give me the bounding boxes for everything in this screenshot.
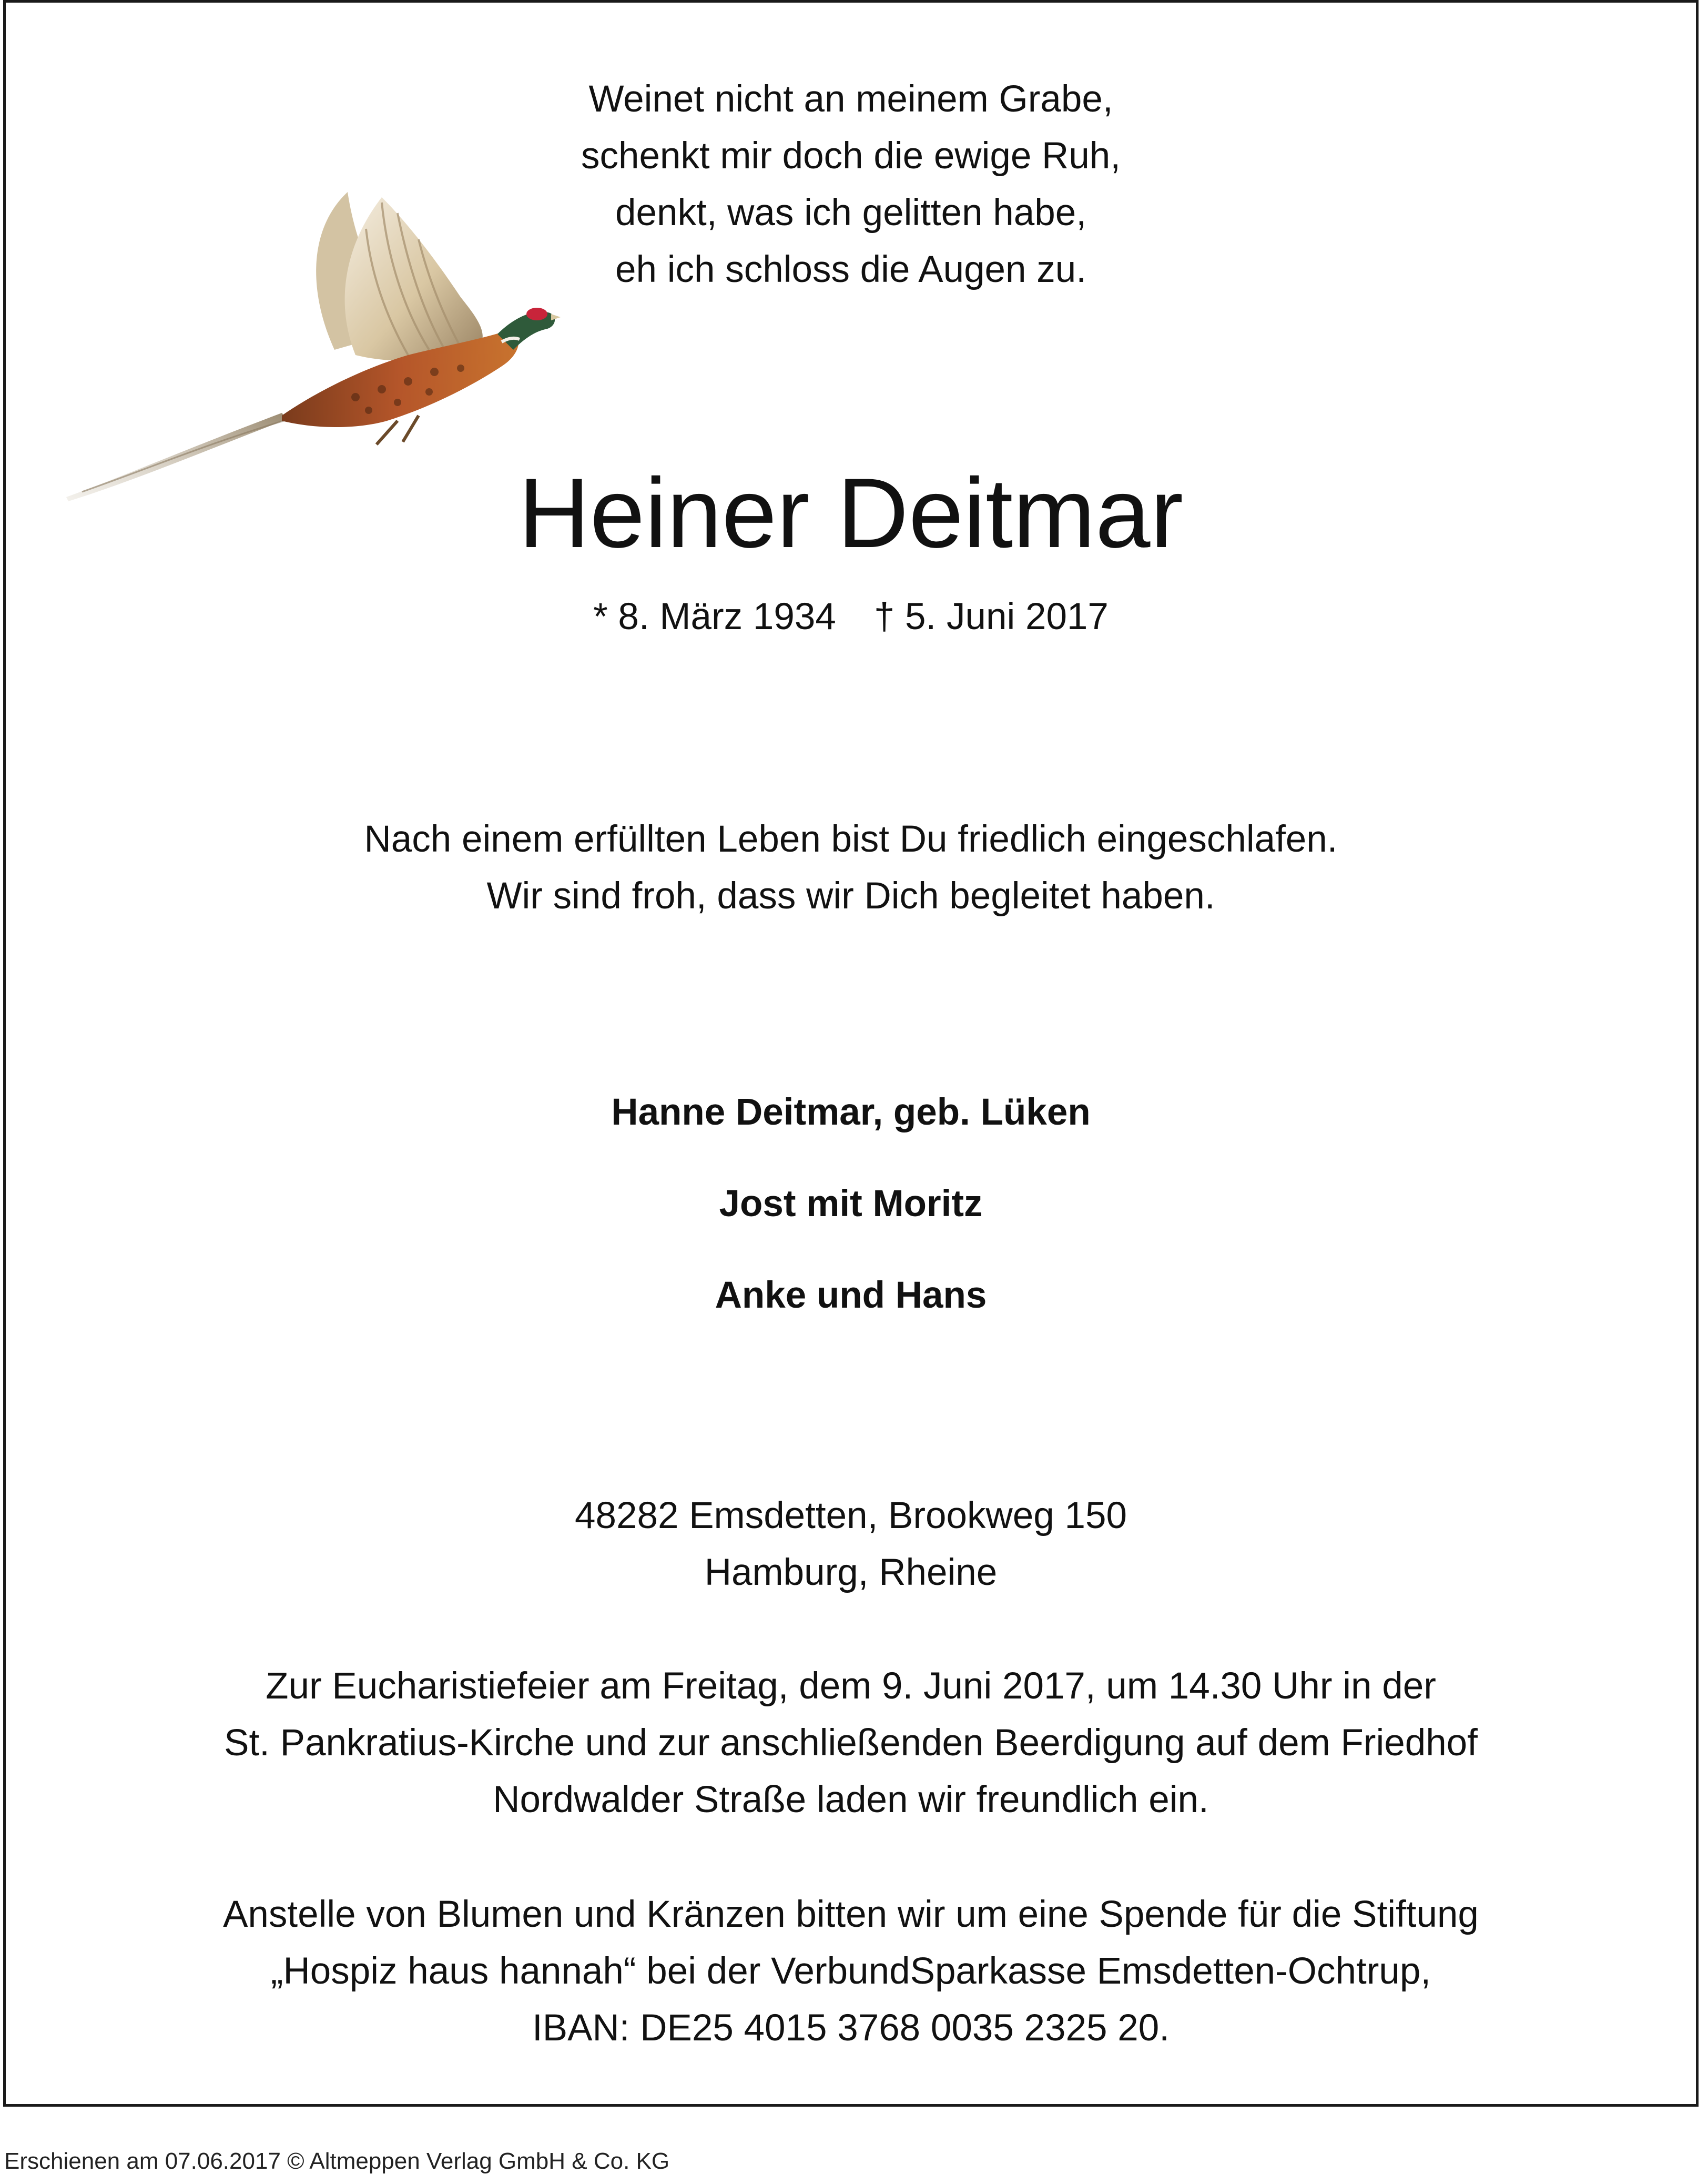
closing-line: Nach einem erfüllten Leben bist Du friedlich eingeschlafen. <box>364 818 1338 860</box>
life-dates <box>6 591 1696 643</box>
poem-verse <box>6 71 1696 298</box>
deceased-name: Heiner Deitmar <box>518 458 1184 568</box>
donation-line: Anstelle von Blumen und Kränzen bitten wir um eine Spende für die Stiftung <box>223 1894 1479 1935</box>
family-address <box>6 1488 1696 1601</box>
closing-words <box>6 811 1696 925</box>
donation-line: IBAN: DE25 4015 3768 0035 2325 20. <box>532 2007 1170 2049</box>
service-line: St. Pankratius-Kirche und zur anschließenden Beerdigung auf dem Friedhof <box>224 1722 1478 1764</box>
service-line: Nordwalder Straße laden wir freundlich ein. <box>493 1779 1209 1821</box>
service-line: Zur Eucharistiefeier am Freitag, dem 9. Juni 2017, um 14.30 Uhr in der <box>266 1665 1436 1707</box>
mourner-name: Jost mit Moritz <box>719 1183 983 1225</box>
poem-line: schenkt mir doch die ewige Ruh, <box>581 135 1121 177</box>
mourners-list <box>6 1086 1696 1361</box>
mourner-name: Anke und Hans <box>715 1275 987 1316</box>
funeral-service-info <box>6 1658 1696 1828</box>
death-date: † 5. Juni 2017 <box>873 596 1109 638</box>
mourner-name: Hanne Deitmar, geb. Lüken <box>611 1091 1091 1133</box>
address-line: Hamburg, Rheine <box>704 1552 998 1593</box>
poem-line: denkt, was ich gelitten habe, <box>615 192 1086 234</box>
donation-line: „Hospiz haus hannah“ bei der VerbundSparkasse Emsdetten-Ochtrup, <box>270 1950 1431 1992</box>
donation-request <box>6 1886 1696 2057</box>
poem-line: Weinet nicht an meinem Grabe, <box>588 78 1113 120</box>
publication-footer: Erschienen am 07.06.2017 © Altmeppen Verlag GmbH & Co. KG <box>4 2148 670 2174</box>
address-line: 48282 Emsdetten, Brookweg 150 <box>575 1495 1127 1536</box>
obituary-notice <box>3 0 1699 2107</box>
poem-line: eh ich schloss die Augen zu. <box>615 249 1086 290</box>
birth-date: * 8. März 1934 <box>593 596 836 638</box>
closing-line: Wir sind froh, dass wir Dich begleitet haben. <box>486 875 1215 917</box>
